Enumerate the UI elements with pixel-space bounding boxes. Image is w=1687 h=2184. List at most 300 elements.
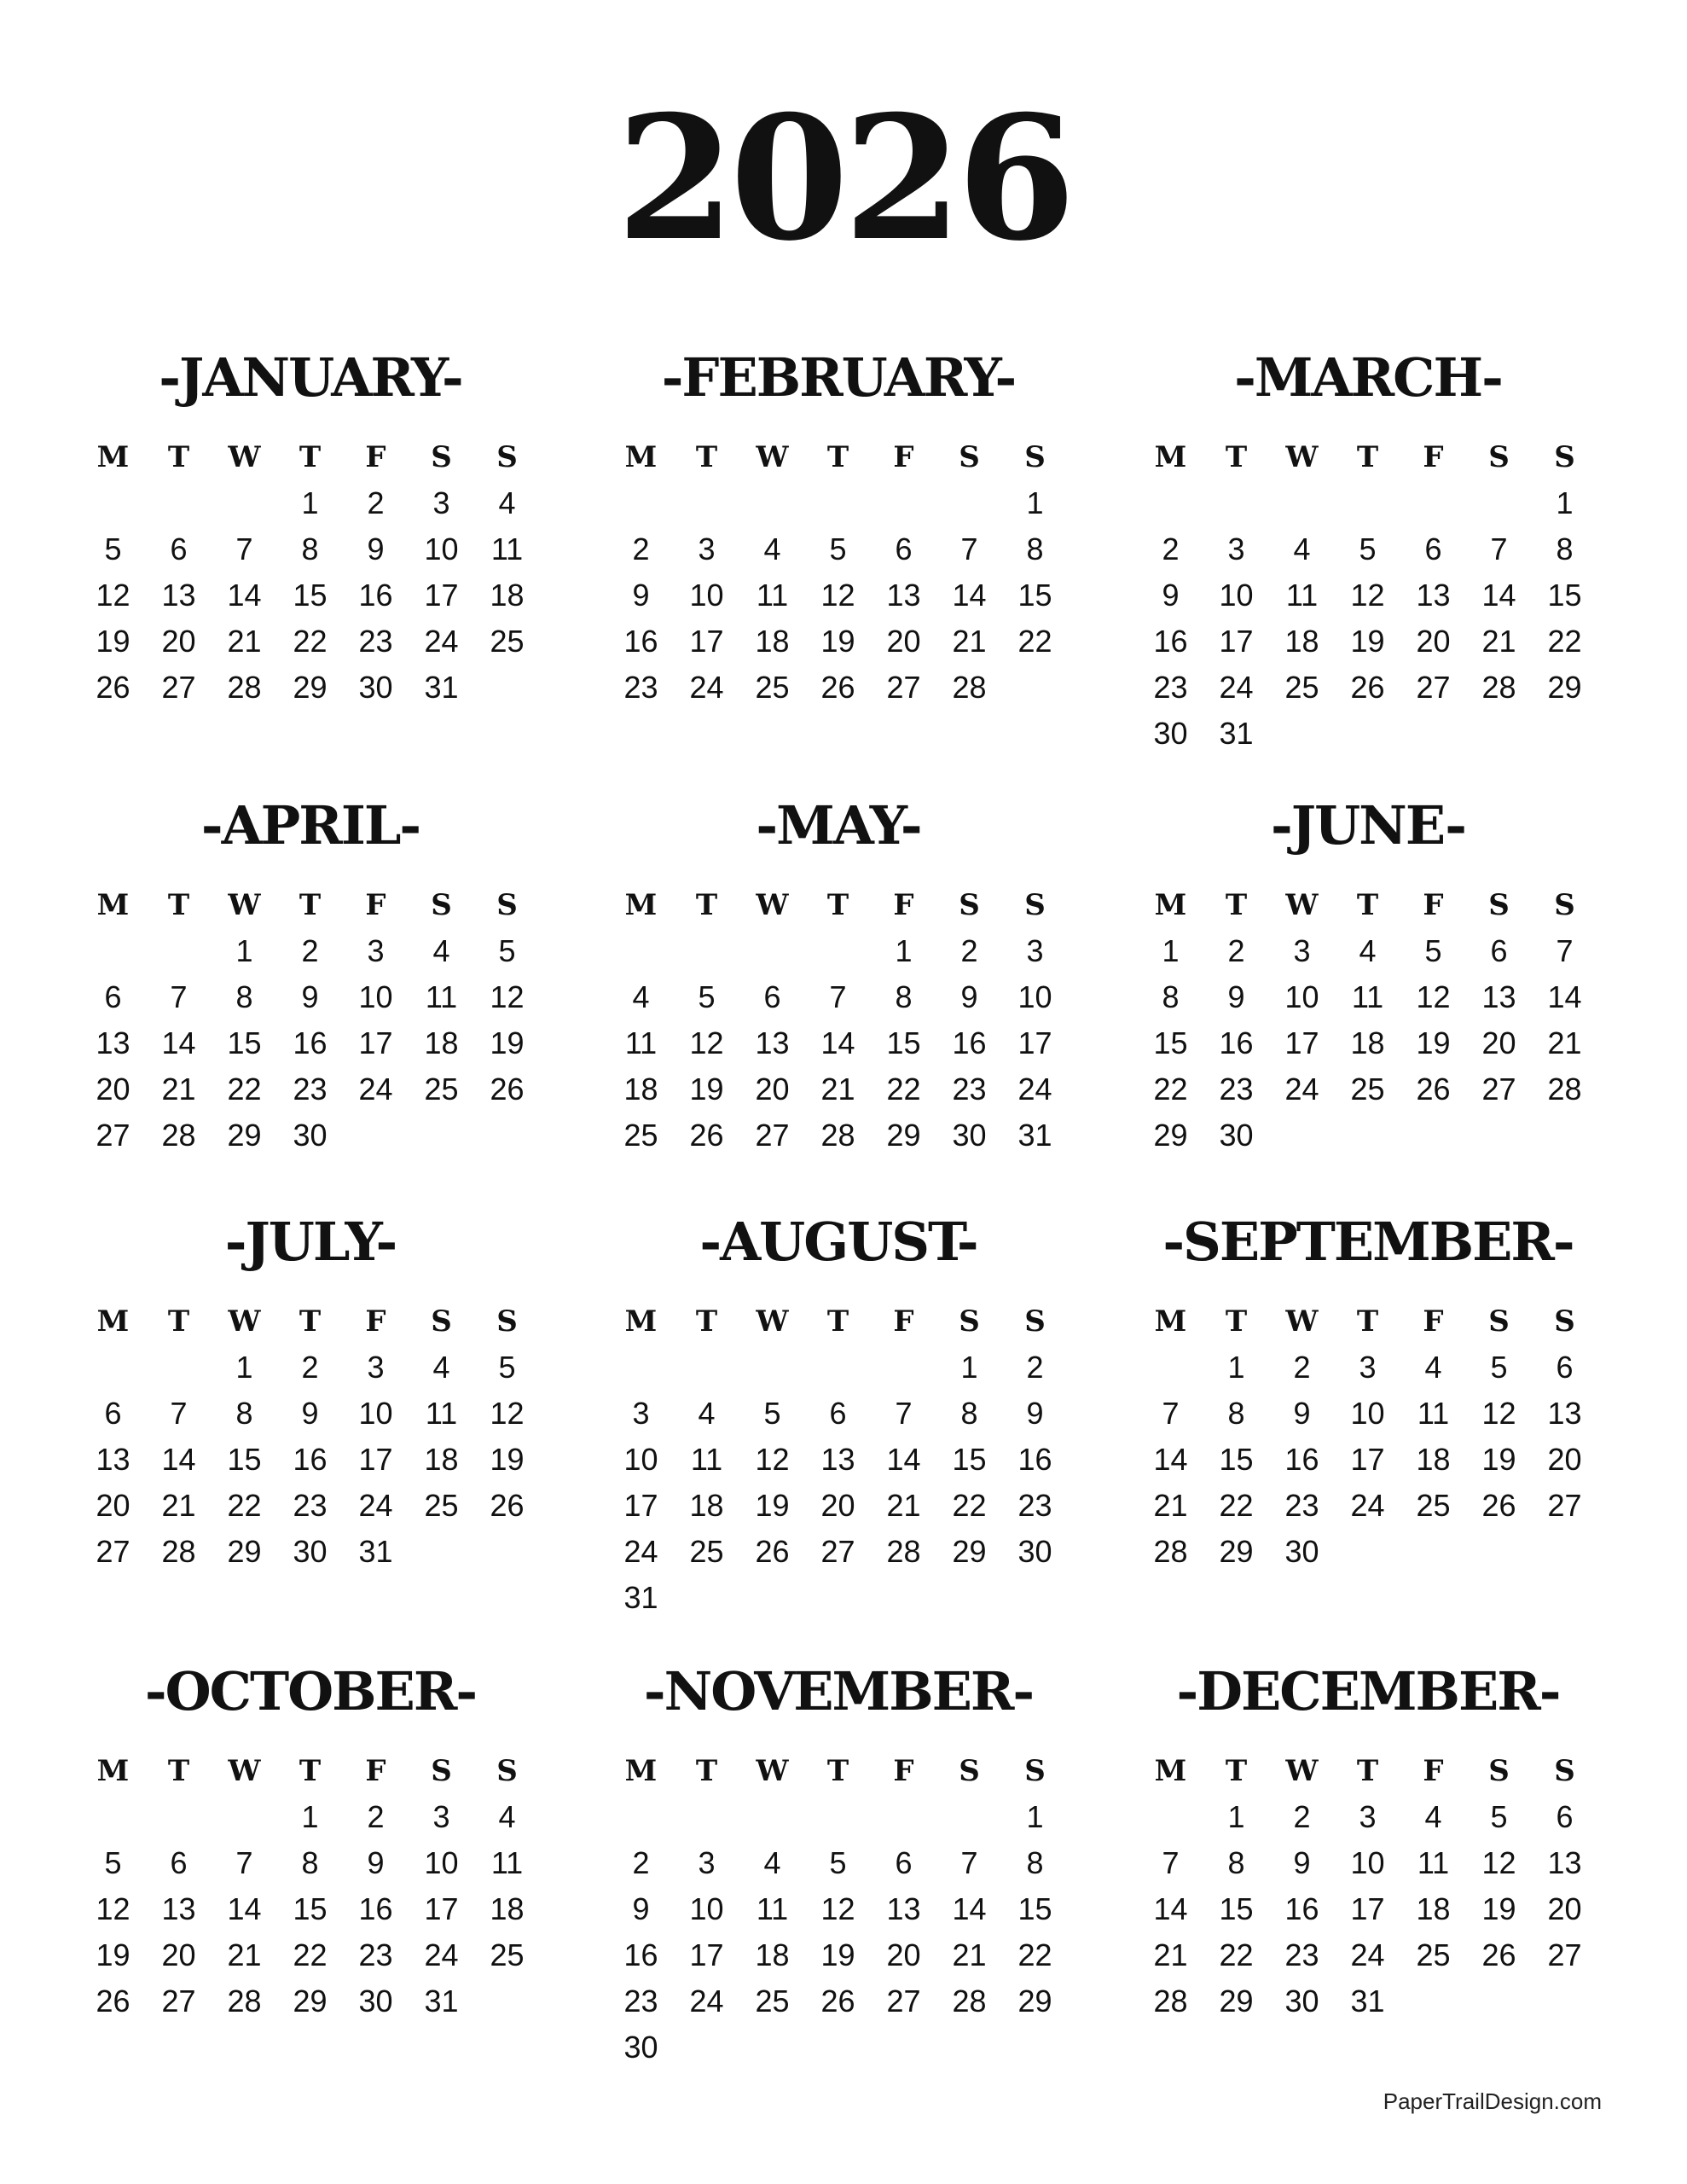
weekday-header: S (1488, 1754, 1510, 1788)
day-cell: 26 (490, 1072, 525, 1107)
day-cell: 9 (301, 1396, 319, 1431)
day-cell: 31 (358, 1534, 393, 1569)
weekday-header: S (496, 440, 518, 474)
day-cell: 21 (1153, 1937, 1188, 1972)
day-cell: 2 (1227, 933, 1245, 968)
day-cell: 25 (490, 624, 525, 659)
day-cell: 12 (1481, 1845, 1516, 1880)
empty-cell (608, 1345, 674, 1391)
day-cell: 23 (358, 624, 393, 659)
month-grid (80, 882, 541, 1159)
day-cell: 29 (227, 1118, 262, 1153)
day-cell: 28 (952, 670, 987, 705)
empty-cell (1400, 480, 1466, 526)
weekday-header: M (1154, 888, 1187, 922)
day-cell: 28 (886, 1534, 921, 1569)
day-cell: 7 (170, 1396, 188, 1431)
month-block (1138, 793, 1598, 1153)
day-cell: 28 (227, 670, 262, 705)
day-cell: 12 (689, 1025, 724, 1060)
day-cell: 11 (756, 1891, 789, 1926)
weekday-header: M (96, 440, 130, 474)
day-cell: 6 (763, 979, 781, 1014)
day-cell: 12 (490, 1396, 525, 1431)
empty-cell (871, 480, 936, 526)
empty-cell (608, 1794, 674, 1840)
day-cell: 18 (1284, 624, 1319, 659)
day-cell: 24 (424, 1937, 459, 1972)
day-cell: 26 (96, 670, 130, 705)
day-cell: 8 (301, 1845, 319, 1880)
day-cell: 20 (886, 624, 921, 659)
day-cell: 10 (689, 578, 724, 613)
day-cell: 10 (1350, 1845, 1385, 1880)
day-cell: 21 (161, 1072, 196, 1107)
day-cell: 1 (960, 1350, 978, 1385)
day-cell: 25 (755, 670, 790, 705)
empty-cell (80, 480, 146, 526)
empty-cell (146, 1345, 212, 1391)
day-cell: 19 (820, 1937, 855, 1972)
day-cell: 19 (490, 1025, 525, 1060)
day-cell: 11 (490, 531, 524, 566)
day-cell: 11 (690, 1442, 723, 1477)
day-cell: 2 (1293, 1799, 1311, 1834)
day-cell: 26 (490, 1488, 525, 1523)
day-cell: 1 (1227, 1799, 1245, 1834)
day-cell: 18 (490, 578, 525, 613)
day-cell: 2 (301, 933, 319, 968)
day-cell: 11 (425, 1396, 458, 1431)
day-cell: 11 (425, 979, 458, 1014)
empty-cell (871, 1794, 936, 1840)
month-block (1138, 346, 1598, 751)
month-block (608, 1659, 1069, 2065)
day-cell: 21 (1547, 1025, 1582, 1060)
day-cell: 8 (235, 1396, 253, 1431)
day-cell: 20 (1547, 1891, 1582, 1926)
month-block (80, 1659, 541, 2018)
day-cell: 6 (1556, 1799, 1574, 1834)
weekday-header: M (624, 1304, 658, 1339)
day-cell: 30 (1017, 1534, 1052, 1569)
day-cell: 8 (1162, 979, 1180, 1014)
day-cell: 22 (1219, 1937, 1254, 1972)
day-cell: 16 (1017, 1442, 1052, 1477)
weekday-header: M (1154, 1754, 1187, 1788)
weekday-header: T (695, 888, 718, 922)
weekday-header: T (826, 1304, 849, 1339)
day-cell: 2 (632, 1845, 650, 1880)
day-cell: 23 (1284, 1937, 1319, 1972)
month-block (80, 346, 541, 705)
weekday-header: T (1225, 888, 1248, 922)
day-cell: 4 (698, 1396, 716, 1431)
day-cell: 25 (1350, 1072, 1385, 1107)
day-cell: 8 (895, 979, 913, 1014)
day-cell: 12 (1350, 578, 1385, 613)
day-cell: 27 (886, 670, 921, 705)
day-cell: 19 (490, 1442, 525, 1477)
weekday-header: S (1024, 1754, 1046, 1788)
day-cell: 15 (293, 578, 328, 613)
weekday-header: S (1488, 1304, 1510, 1339)
day-cell: 26 (96, 1984, 130, 2018)
day-cell: 19 (755, 1488, 790, 1523)
day-cell: 7 (235, 1845, 253, 1880)
day-cell: 16 (358, 578, 393, 613)
day-cell: 22 (1219, 1488, 1254, 1523)
day-cell: 3 (698, 531, 716, 566)
day-cell: 23 (293, 1488, 328, 1523)
day-cell: 9 (1162, 578, 1180, 613)
month-title: -DECEMBER- (1176, 1660, 1560, 1722)
day-cell: 5 (829, 1845, 847, 1880)
day-cell: 16 (358, 1891, 393, 1926)
day-cell: 24 (1017, 1072, 1052, 1107)
day-cell: 5 (104, 531, 122, 566)
weekday-header: W (1285, 1304, 1319, 1339)
month-title: -OCTOBER- (144, 1660, 477, 1722)
day-cell: 20 (161, 1937, 196, 1972)
day-cell: 14 (1481, 578, 1516, 613)
day-cell: 30 (293, 1534, 328, 1569)
day-cell: 4 (1424, 1350, 1442, 1385)
day-cell: 13 (1547, 1396, 1582, 1431)
month-title: -JULY- (224, 1211, 397, 1273)
empty-cell (805, 1345, 871, 1391)
weekday-header: T (1356, 1304, 1379, 1339)
day-cell: 9 (632, 1891, 650, 1926)
day-cell: 9 (960, 979, 978, 1014)
month-title: -APRIL- (200, 794, 420, 857)
day-cell: 6 (1490, 933, 1508, 968)
day-cell: 31 (1017, 1118, 1052, 1153)
day-cell: 13 (96, 1442, 130, 1477)
day-cell: 6 (1556, 1350, 1574, 1385)
weekday-header: F (893, 440, 914, 474)
day-cell: 27 (1416, 670, 1451, 705)
month-block (80, 793, 541, 1153)
day-cell: 30 (358, 670, 393, 705)
day-cell: 1 (1227, 1350, 1245, 1385)
empty-cell (1466, 480, 1532, 526)
empty-cell (936, 480, 1002, 526)
day-cell: 27 (161, 670, 196, 705)
day-cell: 11 (1417, 1396, 1450, 1431)
empty-cell (1138, 480, 1203, 526)
day-cell: 26 (1481, 1937, 1516, 1972)
day-cell: 28 (161, 1534, 196, 1569)
day-cell: 5 (763, 1396, 781, 1431)
day-cell: 7 (1490, 531, 1508, 566)
day-cell: 3 (698, 1845, 716, 1880)
day-cell: 7 (235, 531, 253, 566)
day-cell: 19 (689, 1072, 724, 1107)
day-cell: 16 (623, 1937, 658, 1972)
weekday-header: W (1285, 888, 1319, 922)
day-cell: 14 (227, 578, 262, 613)
day-cell: 9 (301, 979, 319, 1014)
day-cell: 30 (623, 2030, 658, 2065)
month-title: -MAY- (756, 794, 921, 857)
day-cell: 18 (755, 1937, 790, 1972)
empty-cell (805, 928, 871, 974)
weekday-header: F (365, 1304, 386, 1339)
day-cell: 29 (1017, 1984, 1052, 2018)
day-cell: 22 (886, 1072, 921, 1107)
day-cell: 10 (1350, 1396, 1385, 1431)
month-title: -MARCH- (1234, 346, 1502, 409)
day-cell: 8 (235, 979, 253, 1014)
day-cell: 26 (1481, 1488, 1516, 1523)
day-cell: 5 (698, 979, 716, 1014)
weekday-header: F (1423, 440, 1444, 474)
day-cell: 14 (952, 578, 987, 613)
day-cell: 28 (1547, 1072, 1582, 1107)
day-cell: 24 (1219, 670, 1254, 705)
weekday-header: T (695, 440, 718, 474)
day-cell: 14 (886, 1442, 921, 1477)
month-grid (1138, 1748, 1598, 2024)
day-cell: 19 (1350, 624, 1385, 659)
day-cell: 15 (293, 1891, 328, 1926)
day-cell: 14 (161, 1442, 196, 1477)
weekday-header: T (167, 1754, 190, 1788)
day-cell: 21 (952, 624, 987, 659)
day-cell: 19 (96, 624, 130, 659)
day-cell: 20 (1416, 624, 1451, 659)
day-cell: 31 (1350, 1984, 1385, 2018)
day-cell: 17 (1350, 1442, 1385, 1477)
day-cell: 16 (1284, 1891, 1319, 1926)
weekday-header: S (959, 888, 980, 922)
weekday-header: M (1154, 440, 1187, 474)
day-cell: 6 (895, 531, 913, 566)
day-cell: 4 (432, 933, 450, 968)
day-cell: 24 (358, 1072, 393, 1107)
day-cell: 2 (301, 1350, 319, 1385)
day-cell: 12 (1416, 979, 1451, 1014)
weekday-header: T (826, 1754, 849, 1788)
day-cell: 10 (689, 1891, 724, 1926)
month-grid (608, 434, 1069, 711)
empty-cell (1138, 1794, 1203, 1840)
day-cell: 21 (1153, 1488, 1188, 1523)
month-grid (608, 882, 1069, 1159)
empty-cell (674, 1345, 739, 1391)
day-cell: 18 (1350, 1025, 1385, 1060)
day-cell: 4 (1424, 1799, 1442, 1834)
month-block (80, 1210, 541, 1569)
day-cell: 24 (689, 1984, 724, 2018)
month-title: -AUGUST- (699, 1211, 977, 1273)
day-cell: 1 (1026, 485, 1044, 520)
month-title: -NOVEMBER- (643, 1660, 1034, 1722)
day-cell: 11 (624, 1025, 658, 1060)
day-cell: 15 (952, 1442, 987, 1477)
day-cell: 18 (424, 1025, 459, 1060)
day-cell: 3 (432, 1799, 450, 1834)
day-cell: 15 (886, 1025, 921, 1060)
day-cell: 27 (1547, 1937, 1582, 1972)
day-cell: 24 (358, 1488, 393, 1523)
weekday-header: T (1225, 1304, 1248, 1339)
day-cell: 16 (293, 1442, 328, 1477)
day-cell: 7 (170, 979, 188, 1014)
day-cell: 25 (490, 1937, 525, 1972)
month-block (608, 793, 1069, 1153)
day-cell: 14 (1153, 1891, 1188, 1926)
day-cell: 8 (960, 1396, 978, 1431)
day-cell: 25 (755, 1984, 790, 2018)
day-cell: 5 (498, 933, 516, 968)
day-cell: 22 (1153, 1072, 1188, 1107)
weekday-header: S (959, 1754, 980, 1788)
day-cell: 25 (1284, 670, 1319, 705)
day-cell: 24 (1350, 1488, 1385, 1523)
weekday-header: T (167, 440, 190, 474)
day-cell: 17 (424, 578, 459, 613)
day-cell: 14 (1547, 979, 1582, 1014)
day-cell: 16 (952, 1025, 987, 1060)
month-grid (80, 434, 541, 711)
day-cell: 6 (104, 979, 122, 1014)
day-cell: 23 (1219, 1072, 1254, 1107)
day-cell: 11 (1417, 1845, 1450, 1880)
day-cell: 26 (1350, 670, 1385, 705)
day-cell: 10 (623, 1442, 658, 1477)
day-cell: 22 (1017, 1937, 1052, 1972)
day-cell: 6 (170, 1845, 188, 1880)
day-cell: 2 (1293, 1350, 1311, 1385)
day-cell: 24 (1350, 1937, 1385, 1972)
weekday-header: M (96, 888, 130, 922)
weekday-header: T (826, 440, 849, 474)
weekday-header: S (431, 440, 452, 474)
month-block (608, 1210, 1069, 1615)
day-cell: 29 (227, 1534, 262, 1569)
weekday-header: S (959, 440, 980, 474)
day-cell: 20 (886, 1937, 921, 1972)
weekday-header: M (624, 1754, 658, 1788)
day-cell: 9 (1227, 979, 1245, 1014)
day-cell: 21 (886, 1488, 921, 1523)
weekday-header: T (167, 1304, 190, 1339)
weekday-header: F (365, 888, 386, 922)
empty-cell (936, 1794, 1002, 1840)
weekday-header: S (1488, 440, 1510, 474)
day-cell: 29 (886, 1118, 921, 1153)
empty-cell (1138, 1345, 1203, 1391)
day-cell: 21 (227, 624, 262, 659)
day-cell: 14 (1153, 1442, 1188, 1477)
day-cell: 8 (1227, 1845, 1245, 1880)
month-title: -FEBRUARY- (661, 346, 1016, 409)
day-cell: 19 (820, 624, 855, 659)
day-cell: 12 (96, 1891, 130, 1926)
day-cell: 7 (960, 1845, 978, 1880)
weekday-header: W (228, 1304, 261, 1339)
day-cell: 4 (432, 1350, 450, 1385)
day-cell: 23 (1017, 1488, 1052, 1523)
day-cell: 9 (367, 1845, 385, 1880)
day-cell: 23 (1153, 670, 1188, 705)
day-cell: 10 (1219, 578, 1254, 613)
empty-cell (739, 928, 805, 974)
day-cell: 4 (763, 531, 781, 566)
day-cell: 15 (1219, 1442, 1254, 1477)
day-cell: 22 (952, 1488, 987, 1523)
weekday-header: S (1024, 1304, 1046, 1339)
day-cell: 28 (227, 1984, 262, 2018)
day-cell: 9 (1293, 1396, 1311, 1431)
day-cell: 4 (763, 1845, 781, 1880)
month-grid (1138, 1298, 1598, 1575)
day-cell: 13 (1547, 1845, 1582, 1880)
month-grid (80, 1748, 541, 2024)
day-cell: 8 (1556, 531, 1574, 566)
weekday-header: S (1554, 440, 1575, 474)
weekday-header: T (826, 888, 849, 922)
day-cell: 19 (1481, 1891, 1516, 1926)
empty-cell (146, 1794, 212, 1840)
day-cell: 25 (623, 1118, 658, 1153)
day-cell: 30 (1284, 1534, 1319, 1569)
day-cell: 20 (1481, 1025, 1516, 1060)
day-cell: 10 (358, 979, 393, 1014)
day-cell: 31 (623, 1580, 658, 1615)
empty-cell (805, 1794, 871, 1840)
day-cell: 23 (358, 1937, 393, 1972)
day-cell: 19 (96, 1937, 130, 1972)
empty-cell (871, 1345, 936, 1391)
day-cell: 16 (1284, 1442, 1319, 1477)
day-cell: 25 (424, 1488, 459, 1523)
empty-cell (80, 928, 146, 974)
day-cell: 27 (755, 1118, 790, 1153)
weekday-header: S (431, 1304, 452, 1339)
day-cell: 30 (358, 1984, 393, 2018)
day-cell: 23 (952, 1072, 987, 1107)
day-cell: 11 (756, 578, 789, 613)
day-cell: 28 (1481, 670, 1516, 705)
day-cell: 21 (820, 1072, 855, 1107)
day-cell: 27 (820, 1534, 855, 1569)
day-cell: 12 (96, 578, 130, 613)
day-cell: 3 (1359, 1799, 1377, 1834)
weekday-header: F (365, 440, 386, 474)
day-cell: 17 (1219, 624, 1254, 659)
day-cell: 27 (1547, 1488, 1582, 1523)
day-cell: 13 (161, 1891, 196, 1926)
day-cell: 2 (632, 531, 650, 566)
day-cell: 14 (161, 1025, 196, 1060)
day-cell: 17 (623, 1488, 658, 1523)
day-cell: 30 (1153, 716, 1188, 751)
day-cell: 10 (358, 1396, 393, 1431)
weekday-header: M (624, 440, 658, 474)
weekday-header: W (756, 1754, 789, 1788)
day-cell: 20 (96, 1072, 130, 1107)
day-cell: 16 (293, 1025, 328, 1060)
day-cell: 7 (1556, 933, 1574, 968)
day-cell: 27 (96, 1534, 130, 1569)
day-cell: 17 (1284, 1025, 1319, 1060)
day-cell: 28 (1153, 1984, 1188, 2018)
day-cell: 3 (1026, 933, 1044, 968)
day-cell: 7 (895, 1396, 913, 1431)
